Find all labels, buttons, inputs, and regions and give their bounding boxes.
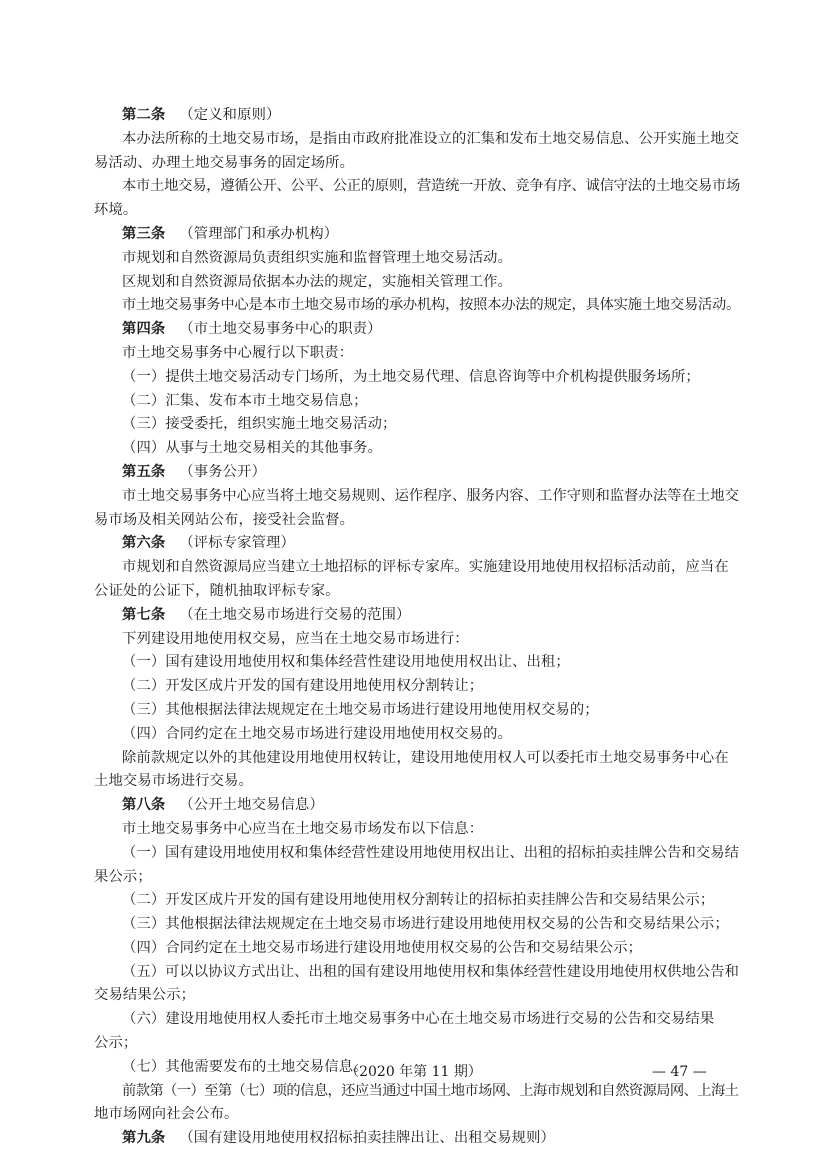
paragraph-line: 除前款规定以外的其他建设用地使用权转让，建设用地使用权人可以委托市土地交易事务中心在 xyxy=(122,749,729,766)
paragraph-line: （七）其他需要发布的土地交易信息。 xyxy=(122,1058,368,1075)
article-number: 第四条 xyxy=(122,321,166,338)
article-title: （管理部门和承办机构） xyxy=(179,225,339,242)
article-heading xyxy=(94,604,740,628)
paragraph-continuation-line: 易活动、办理土地交易事务的固定场所。 xyxy=(94,154,355,171)
article-number: 第七条 xyxy=(122,606,166,623)
article-title: （国有建设用地使用权招标拍卖挂牌出让、出租交易规则） xyxy=(179,1130,555,1147)
paragraph-continuation-line: 公证处的公证下，随机抽取评标专家。 xyxy=(94,582,340,599)
paragraph-line: 区规划和自然资源局依据本办法的规定，实施相关管理工作。 xyxy=(122,273,513,290)
article-number: 第八条 xyxy=(122,797,166,814)
article-title: （定义和原则） xyxy=(179,107,281,123)
paragraph-line: （三）其他根据法律法规规定在土地交易市场进行建设用地使用权交易的公告和交易结果公示； xyxy=(122,916,729,933)
paragraph-line: 市规划和自然资源局应当建立土地招标的评标专家库。实施建设用地使用权招标活动前，应当在 xyxy=(122,559,729,576)
issue-label: （2020 年第 11 期） xyxy=(345,1064,482,1080)
page-number: — 47 — xyxy=(652,1064,707,1080)
article-heading xyxy=(94,1127,740,1151)
paragraph-continuation-line: 果公示； xyxy=(94,868,152,885)
article-heading xyxy=(94,461,740,485)
paragraph-line: 市土地交易事务中心应当在土地交易市场发布以下信息： xyxy=(122,820,484,837)
paragraph-continuation-line: 易市场及相关网站公布，接受社会监督。 xyxy=(94,511,355,528)
paragraph-line: （一）国有建设用地使用权和集体经营性建设用地使用权出让、出租； xyxy=(122,654,570,671)
article-number: 第九条 xyxy=(122,1130,166,1147)
paragraph-line: （四）从事与土地交易相关的其他事务。 xyxy=(122,440,383,457)
article-number: 第三条 xyxy=(122,225,166,242)
paragraph-line: 前款第（一）至第（七）项的信息，还应当通过中国土地市场网、上海市规划和自然资源局网、上海土 xyxy=(122,1082,739,1099)
document-body xyxy=(94,104,740,1151)
article-heading xyxy=(94,794,740,818)
paragraph-line: （二）开发区成片开发的国有建设用地使用权分割转让的招标拍卖挂牌公告和交易结果公示； xyxy=(122,892,715,909)
paragraph-continuation-line: 公示； xyxy=(94,1035,138,1052)
article-heading xyxy=(94,318,740,342)
article-title: （在土地交易市场进行交易的范围） xyxy=(179,606,411,623)
paragraph-line: 本市土地交易，遵循公开、公平、公正的原则，营造统一开放、竞争有序、诚信守法的土地交易市场 xyxy=(122,178,741,195)
paragraph-line: （四）合同约定在土地交易市场进行建设用地使用权交易的公告和交易结果公示； xyxy=(122,939,643,956)
article-number: 第六条 xyxy=(122,535,166,552)
article-title: （市土地交易事务中心的职责） xyxy=(179,321,382,338)
paragraph-line: （三）接受委托，组织实施土地交易活动； xyxy=(122,416,397,433)
paragraph-line: （三）其他根据法律法规规定在土地交易市场进行建设用地使用权交易的； xyxy=(122,701,599,718)
paragraph-line: 市土地交易事务中心是本市土地交易市场的承办机构，按照本办法的规定，具体实施土地交易活动。 xyxy=(122,297,741,314)
article-title: （公开土地交易信息） xyxy=(179,797,324,814)
paragraph-line: （六）建设用地使用权人委托市土地交易事务中心在土地交易市场进行交易的公告和交易结果 xyxy=(122,1011,715,1028)
paragraph-line: 市规划和自然资源局负责组织实施和监督管理土地交易活动。 xyxy=(122,249,513,266)
article-heading xyxy=(94,104,740,128)
article-number: 第五条 xyxy=(122,463,166,480)
article-title: （评标专家管理） xyxy=(179,535,295,552)
paragraph-continuation-line: 交易结果公示； xyxy=(94,987,196,1004)
paragraph-line: （一）国有建设用地使用权和集体经营性建设用地使用权出让、出租的招标拍卖挂牌公告和交易结 xyxy=(122,844,739,861)
paragraph-continuation-line: 土地交易市场进行交易。 xyxy=(94,773,253,790)
article-number: 第二条 xyxy=(122,107,166,123)
paragraph-line: （二）开发区成片开发的国有建设用地使用权分割转让； xyxy=(122,678,484,695)
article-heading xyxy=(94,223,740,247)
paragraph-line: （四）合同约定在土地交易市场进行建设用地使用权交易的。 xyxy=(122,725,513,742)
paragraph-line: 市土地交易事务中心履行以下职责： xyxy=(122,344,354,361)
paragraph-line: 下列建设用地使用权交易，应当在土地交易市场进行： xyxy=(122,630,469,647)
paragraph-continuation-line: 环境。 xyxy=(94,202,138,219)
article-title: （事务公开） xyxy=(179,463,267,480)
paragraph-line: （一）提供土地交易活动专门场所，为土地交易代理、信息咨询等中介机构提供服务场所； xyxy=(122,368,700,385)
paragraph-line: （二）汇集、发布本市土地交易信息； xyxy=(122,392,368,409)
paragraph-continuation-line: 地市场网向社会公布。 xyxy=(94,1106,239,1123)
paragraph-line: （五）可以以协议方式出让、出租的国有建设用地使用权和集体经营性建设用地使用权供地公告和 xyxy=(122,963,739,980)
article-heading xyxy=(94,532,740,556)
paragraph-line: 市土地交易事务中心应当将土地交易规则、运作程序、服务内容、工作守则和监督办法等在土地交 xyxy=(122,487,739,504)
paragraph-line: 本办法所称的土地交易市场，是指由市政府批准设立的汇集和发布土地交易信息、公开实施土地交 xyxy=(122,130,739,147)
